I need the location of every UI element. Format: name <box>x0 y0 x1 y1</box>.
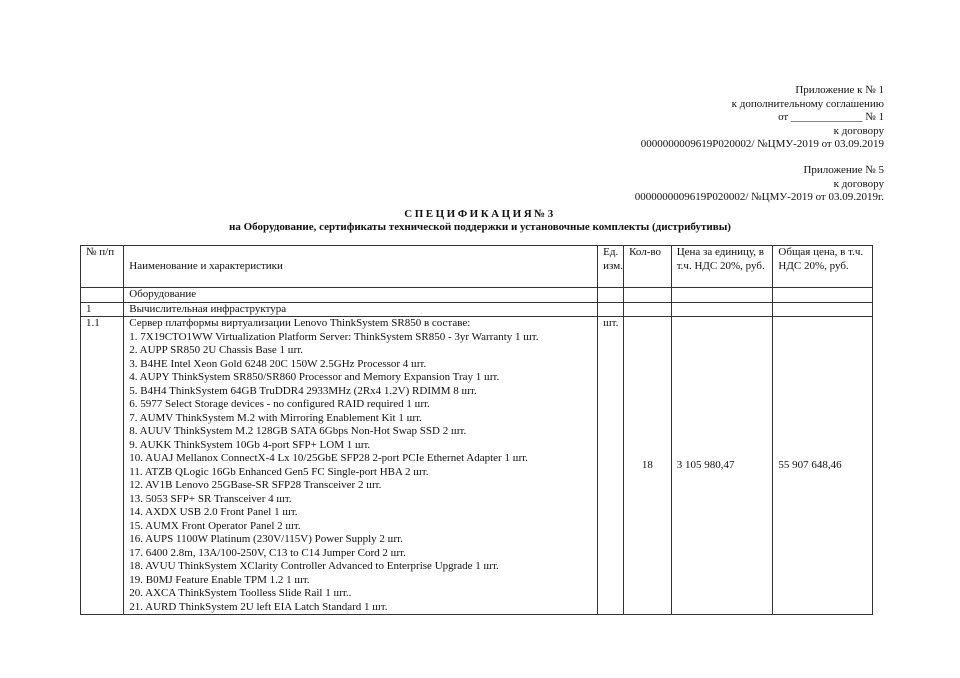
item-line: 17. 6400 2.8m, 13A/100-250V, C13 to C14 Jumper Cord 2 шт. <box>129 546 406 559</box>
item-line: 20. AXCA ThinkSystem Toolless Slide Rail 1 шт.. <box>129 587 352 599</box>
item-unit: шт. <box>598 317 624 615</box>
table-header-row <box>81 246 873 288</box>
item-line: 3. B4HE Intel Xeon Gold 6248 20C 150W 2.5GHz Processor 4 шт. <box>129 357 427 370</box>
item-line: 13. 5053 SFP+ SR Transceiver 4 шт. <box>129 492 292 505</box>
section-num <box>81 288 124 303</box>
appendix-5-line: 0000000009619P020002/ №ЦМУ-2019 от 03.09.2019г. <box>634 191 884 203</box>
appendix-5-line: к договору <box>833 177 884 190</box>
empty-cell <box>671 288 773 303</box>
appendix-1-line: к договору <box>833 124 884 137</box>
item-line: 8. AUUV ThinkSystem M.2 128GB SATA 6Gbps Non-Hot Swap SSD 2 шт. <box>129 425 467 437</box>
item-num: 1.1 <box>81 317 124 615</box>
header-price: Цена за единицу, в т.ч. НДС 20%, руб. <box>671 246 773 288</box>
group-name: Вычислительная инфраструктура <box>124 302 598 317</box>
appendix-5-header <box>484 164 884 205</box>
header-name: Наименование и характеристики <box>124 246 598 288</box>
section-name: Оборудование <box>124 288 598 303</box>
appendix-1-line: Приложение к № 1 <box>795 84 884 96</box>
header-num: № п/п <box>81 246 124 288</box>
item-line: 9. AUKK ThinkSystem 10Gb 4-port SFP+ LOM 1 шт. <box>129 438 371 451</box>
item-line: 1. 7X19CTO1WW Virtualization Platform Server: ThinkSystem SR850 - 3yr Warranty 1 шт. <box>129 330 539 343</box>
empty-cell <box>773 288 873 303</box>
item-row <box>81 317 873 615</box>
item-total: 55 907 648,46 <box>773 317 873 615</box>
appendix-1-line: от _____________ № 1 <box>778 111 884 123</box>
header-total: Общая цена, в т.ч. НДС 20%, руб. <box>773 246 873 288</box>
header-qty: Кол-во <box>624 246 672 288</box>
empty-cell <box>598 302 624 317</box>
group-num: 1 <box>81 302 124 317</box>
appendix-1-line: 0000000009619P020002/ №ЦМУ-2019 от 03.09.2019 <box>640 138 884 150</box>
empty-cell <box>671 302 773 317</box>
section-row <box>81 288 873 303</box>
empty-cell <box>598 288 624 303</box>
header-unit: Ед. изм. <box>598 246 624 288</box>
item-line: 14. AXDX USB 2.0 Front Panel 1 шт. <box>129 506 298 518</box>
group-row <box>81 302 873 317</box>
item-line: Сервер платформы виртуализации Lenovo ThinkSystem SR850 в составе: <box>129 317 471 329</box>
item-line: 19. B0MJ Feature Enable TPM 1.2 1 шт. <box>129 573 310 586</box>
item-line: 4. AUPY ThinkSystem SR850/SR860 Processor and Memory Expansion Tray 1 шт. <box>129 371 500 383</box>
document-title: СПЕЦИФИКАЦИЯ№3 <box>404 208 556 220</box>
appendix-5-line: Приложение № 5 <box>803 164 884 176</box>
empty-cell <box>624 302 672 317</box>
item-line: 7. AUMV ThinkSystem M.2 with Mirroring Enablement Kit 1 шт. <box>129 411 422 424</box>
item-qty: 18 <box>624 317 672 615</box>
document-subtitle: на Оборудование, сертификаты технической поддержки и установочные комплекты (дистрибутивы) <box>229 221 731 233</box>
item-line: 16. AUPS 1100W Platinum (230V/115V) Power Supply 2 шт. <box>129 533 403 545</box>
item-line: 10. AUAJ Mellanox ConnectX-4 Lx 10/25GbE SFP28 2-port PCIe Ethernet Adapter 1 шт. <box>129 452 528 464</box>
item-line: 12. AV1B Lenovo 25GBase-SR SFP28 Transceiver 2 шт. <box>129 479 382 491</box>
item-description <box>124 317 598 615</box>
item-line: 5. B4H4 ThinkSystem 64GB TruDDR4 2933MHz (2Rx4 1.2V) RDIMM 8 шт. <box>129 384 477 397</box>
appendix-1-line: к дополнительному соглашению <box>731 97 884 110</box>
specification-table <box>80 245 873 615</box>
item-line: 11. ATZB QLogic 16Gb Enhanced Gen5 FC Single-port HBA 2 шт. <box>129 465 429 478</box>
appendix-1-header <box>484 84 884 152</box>
empty-cell <box>624 288 672 303</box>
item-line: 21. AURD ThinkSystem 2U left EIA Latch Standard 1 шт. <box>129 600 388 613</box>
item-price: 3 105 980,47 <box>671 317 773 615</box>
item-line: 18. AVUU ThinkSystem XClarity Controller Advanced to Enterprise Upgrade 1 шт. <box>129 560 499 572</box>
item-line: 2. AUPP SR850 2U Chassis Base 1 шт. <box>129 344 303 356</box>
item-line: 6. 5977 Select Storage devices - no configured RAID required 1 шт. <box>129 398 430 410</box>
empty-cell <box>773 302 873 317</box>
item-line: 15. AUMX Front Operator Panel 2 шт. <box>129 519 301 532</box>
